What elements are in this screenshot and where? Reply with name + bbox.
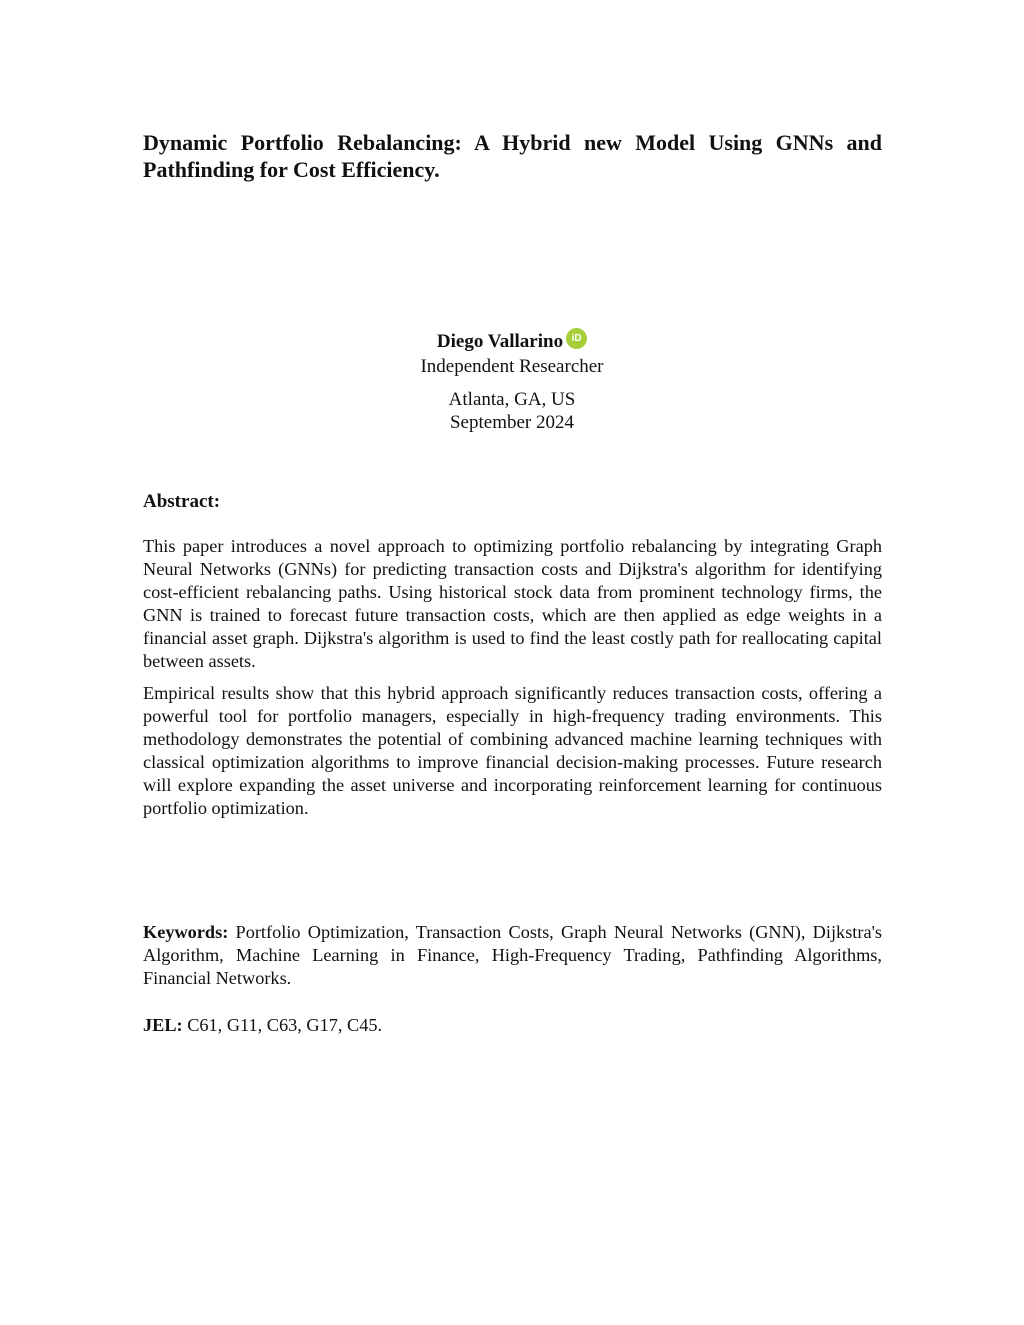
author-affiliation: Independent Researcher: [420, 356, 604, 377]
keywords: [143, 921, 882, 990]
abstract-paragraph: Empirical results show that this hybrid approach significantly reduces transaction costs, offering a powerful tool for portfolio managers, especially in high-frequency trading environments. This methodology demonstrates the potential of combining advanced machine learning techniques with classical optimization algorithms to improve financial decision-making processes. Future research will explore expanding the asset universe and incorporating reinforcement learning for continuous portfolio optimization.: [143, 683, 882, 818]
abstract-paragraph: This paper introduces a novel approach to optimizing portfolio rebalancing by integrating Graph Neural Networks (GNNs) for predicting transaction costs and Dijkstra's algorithm for identifying cost-efficient rebalancing paths. Using historical stock data from prominent technology firms, the GNN is trained to forecast future transaction costs, which are then applied as edge weights in a financial asset graph. Dijkstra's algorithm is used to find the least costly path for reallocating capital between assets.: [143, 536, 882, 671]
author-line: [300, 330, 724, 355]
author-location: Atlanta, GA, US: [448, 389, 576, 410]
paper-title: Dynamic Portfolio Rebalancing: A Hybrid new Model Using GNNs and Pathfinding for Cost Efficiency.: [143, 130, 882, 182]
jel-codes: [143, 1014, 882, 1037]
author-name: Diego Vallarino: [436, 331, 564, 352]
keywords-label: Keywords:: [143, 922, 229, 942]
jel-label: JEL:: [143, 1015, 183, 1035]
paper-date: September 2024: [449, 412, 574, 433]
author-block: [300, 330, 724, 434]
orcid-icon[interactable]: iD: [566, 328, 587, 349]
jel-text: C61, G11, C63, G17, C45.: [187, 1015, 383, 1035]
keywords-text: Portfolio Optimization, Transaction Costs, Graph Neural Networks (GNN), Dijkstra's Algorithm, Machine Learning in Finance, High-Frequency Trading, Pathfinding Algorithms, Financial Networks.: [143, 922, 882, 988]
abstract-heading: Abstract:: [143, 491, 221, 512]
abstract-body: [143, 535, 882, 829]
